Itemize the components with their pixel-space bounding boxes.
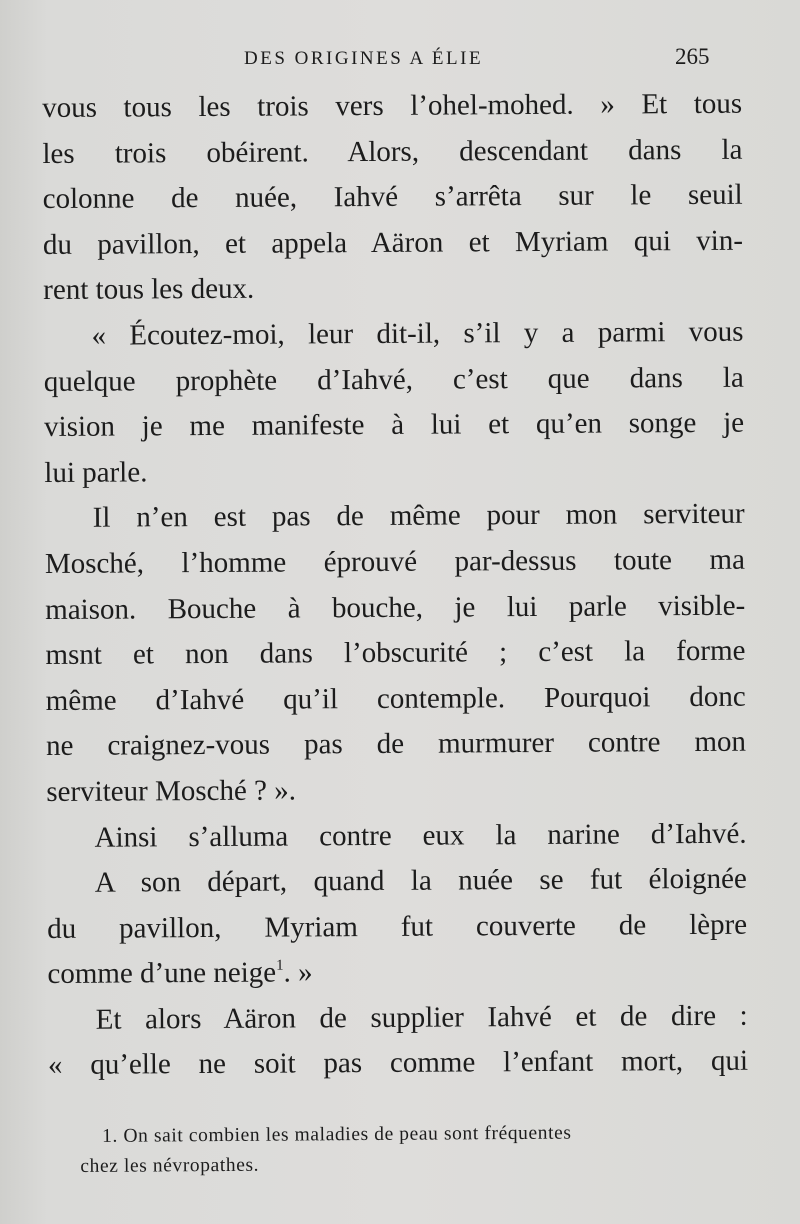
text-line: ne craignez-vous pas de murmurer contre mon bbox=[45, 726, 747, 763]
page-number: 265 bbox=[675, 44, 710, 69]
footnote-line: chez les névropathes. bbox=[80, 1154, 260, 1177]
text-line: « Écoutez-moi, leur dit-il, s’il y a parmi vous bbox=[91, 315, 744, 352]
text-line: vision je me manifeste à lui et qu’en songe je bbox=[43, 406, 745, 444]
text-line: serviteur Mosché ? ». bbox=[46, 774, 297, 808]
text-line bbox=[47, 948, 747, 998]
footnote-line: 1. On sait combien les maladies de peau sont fréquentes bbox=[102, 1122, 572, 1147]
text-line: du pavillon, Myriam fut couverte de lèpre bbox=[47, 908, 748, 945]
footnotes bbox=[80, 1117, 758, 1182]
text-line: Il n’en est pas de même pour mon serviteur bbox=[92, 498, 745, 535]
text-line: vous tous les trois vers l’ohel-mohed. » Et tous bbox=[42, 87, 743, 124]
body-text bbox=[42, 82, 748, 1089]
text-line: les trois obéirent. Alors, descendant dans la bbox=[42, 133, 743, 170]
text-line: même d’Iahvé qu’il contemple. Pourquoi donc bbox=[45, 680, 746, 717]
text-line: Et alors Aäron de supplier Iahvé et de dire : bbox=[95, 999, 748, 1036]
text-line: quelque prophète d’Iahvé, c’est que dans la bbox=[43, 361, 744, 398]
text-line: colonne de nuée, Iahvé s’arrêta sur le seuil bbox=[42, 178, 743, 216]
text-line: msnt et non dans l’obscurité ; c’est la forme bbox=[45, 634, 746, 672]
footnote-reference[interactable]: 1 bbox=[276, 957, 284, 974]
text-line: Ainsi s’alluma contre eux la narine d’Iahvé. bbox=[94, 817, 747, 854]
running-title: DES ORIGINES A ÉLIE bbox=[244, 48, 484, 69]
running-head bbox=[0, 44, 800, 78]
text-line: rent tous les deux. bbox=[43, 273, 255, 307]
text-line-part: comme d’une neige bbox=[47, 956, 277, 991]
text-line: Mosché, l’homme éprouvé par-dessus toute ma bbox=[44, 543, 746, 580]
text-line: A son départ, quand la nuée se fut éloignée bbox=[94, 862, 747, 899]
text-line-part: . » bbox=[283, 956, 313, 989]
text-line: lui parle. bbox=[44, 456, 148, 489]
text-line: « qu’elle ne soit pas comme l’enfant mort, qui bbox=[47, 1045, 749, 1082]
text-line: maison. Bouche à bouche, je lui parle visible- bbox=[45, 589, 746, 626]
text-line: du pavillon, et appela Aäron et Myriam qui vin- bbox=[42, 224, 744, 261]
